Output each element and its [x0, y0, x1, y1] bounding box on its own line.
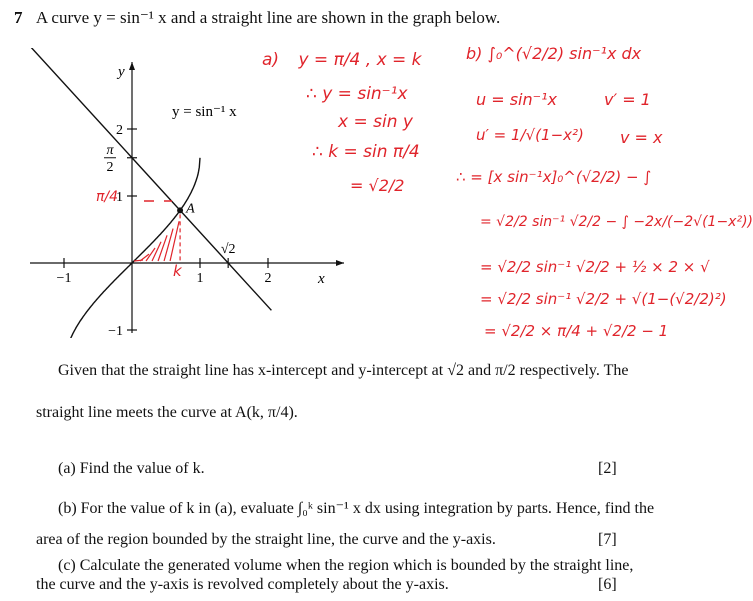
hw-b-step-3: = √2/2 sin⁻¹ √2/2 + ½ × 2 × √: [480, 258, 710, 276]
hw-a-line-3: x = sin y: [338, 112, 413, 132]
part-a-text: (a) Find the value of k.: [58, 460, 205, 477]
hw-k-mark: [173, 262, 182, 280]
hw-pi-over-4: [96, 190, 118, 204]
part-c-text-2: the curve and the y-axis is revolved completely about the y-axis.: [36, 576, 449, 593]
curve-label: y = sin⁻¹ x: [172, 104, 237, 120]
x-tick-label: 1: [196, 271, 204, 286]
part-b-text-2: area of the region bounded by the straight line, the curve and the y-axis.: [36, 531, 496, 548]
question-number: 7: [14, 8, 23, 27]
hw-b-step-1: ∴ = [x sin⁻¹x]₀^(√2/2) − ∫: [456, 168, 652, 186]
part-c-marks: [6]: [598, 576, 617, 593]
hatch-stroke: [140, 254, 149, 261]
hw-a-line-5: = √2/2: [350, 176, 405, 195]
hw-b-u: u = sin⁻¹x: [476, 90, 557, 109]
y-tick-label: 2: [116, 123, 123, 138]
hw-dash-line: [140, 196, 200, 206]
y-axis-arrow: [129, 62, 135, 70]
point-a-label: A: [186, 201, 195, 217]
hw-b-step-5: = √2/2 × π/4 + √2/2 − 1: [484, 322, 669, 340]
question-intro: A curve y = sin⁻¹ x and a straight line are shown in the graph below.: [35, 8, 501, 27]
given-line-1: Given that the straight line has x-intercept and y-intercept at √2 and π/2 respectively. The: [58, 362, 629, 379]
y-axis-label: y: [118, 64, 125, 80]
x-tick-label: 2: [264, 271, 272, 286]
graph: [22, 48, 352, 338]
hw-b-uprime: u′ = 1/√(1−x²): [476, 126, 584, 144]
y-tick-label-den: 2: [106, 159, 114, 175]
hatch-stroke: [146, 248, 155, 261]
hw-a-line-2: ∴ y = sin⁻¹x: [306, 84, 408, 104]
x-axis-label: x: [318, 271, 325, 287]
y-tick-label: 1: [116, 190, 123, 205]
x-axis-arrow: [336, 260, 344, 266]
hatch-stroke: [170, 221, 179, 261]
hw-a-line-4: ∴ k = sin π/4: [312, 142, 420, 162]
hw-pi-over-4-text: π/4: [96, 189, 119, 205]
x-tick-label: −1: [56, 271, 72, 286]
point-a: [177, 207, 183, 213]
part-b-marks: [7]: [598, 531, 617, 548]
hw-a-label: a): [262, 50, 280, 70]
part-b-text-1: (b) For the value of k in (a), evaluate ∫₀ᵏ sin⁻¹ x dx using integration by parts. Hence, find the: [58, 500, 655, 517]
y-tick-label: −1: [108, 324, 123, 339]
hw-b-step-2: = √2/2 sin⁻¹ √2/2 − ∫ −2x/(−2√(1−x²)): [480, 214, 753, 230]
hw-a-line-1: [262, 50, 422, 70]
hw-k-text: k: [173, 262, 182, 280]
given-line-2: straight line meets the curve at A(k, π/4).: [36, 404, 298, 421]
part-a-marks: [2]: [598, 460, 617, 477]
hw-a-given: y = π/4 , x = k: [298, 50, 422, 70]
hw-b-vprime: v′ = 1: [604, 90, 651, 109]
question-heading: [14, 8, 500, 28]
hw-b-line-1: b) ∫₀^(√2/2) sin⁻¹x dx: [466, 44, 642, 63]
hw-b-v: v = x: [620, 128, 663, 147]
hw-b-step-4: = √2/2 sin⁻¹ √2/2 + √(1−(√2/2)²): [480, 290, 727, 308]
part-c-text-1: (c) Calculate the generated volume when the region which is bounded by the straight line,: [58, 557, 634, 574]
y-tick-label-num: π: [106, 142, 114, 158]
x-tick-label: √2: [220, 242, 236, 257]
